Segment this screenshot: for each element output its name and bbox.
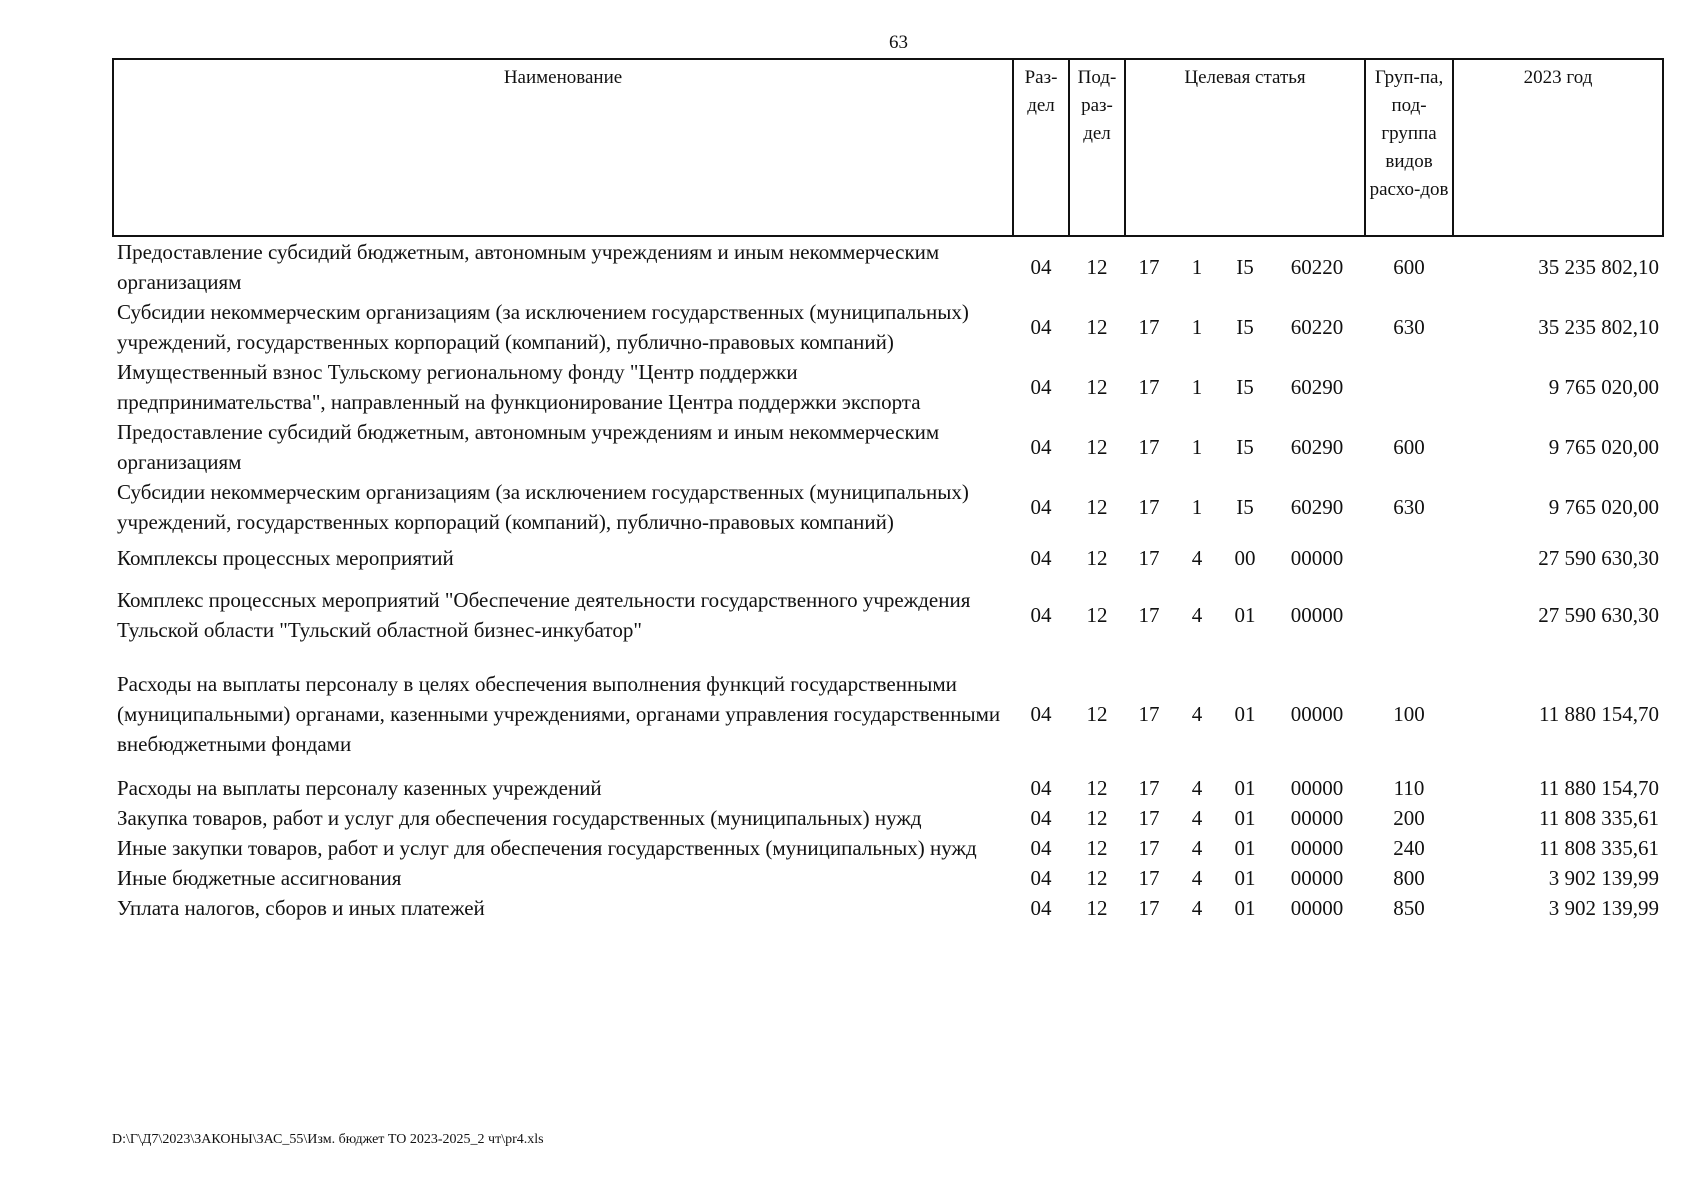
row-razdel: 04	[1030, 495, 1052, 519]
row-target-1: 17	[1138, 255, 1160, 279]
row-target-1: 17	[1138, 866, 1160, 890]
row-target-2: 4	[1191, 776, 1203, 800]
table-row	[113, 417, 1663, 477]
row-group: 240	[1393, 836, 1425, 860]
row-target-2: 4	[1191, 546, 1203, 570]
row-target-2: 1	[1191, 435, 1203, 459]
row-target-3: 00	[1234, 546, 1256, 570]
row-podrazdel: 12	[1086, 546, 1108, 570]
row-group: 200	[1393, 806, 1425, 830]
row-amount: 27 590 630,30	[1538, 603, 1660, 627]
row-group: 630	[1393, 495, 1425, 519]
row-target-4: 00000	[1290, 776, 1344, 800]
row-target-3: 01	[1234, 603, 1256, 627]
row-target-1: 17	[1138, 546, 1160, 570]
row-target-1: 17	[1138, 702, 1160, 726]
row-group	[1365, 579, 1453, 651]
row-target-4: 60220	[1290, 255, 1344, 279]
row-target-3: I5	[1236, 495, 1254, 519]
budget-table	[112, 58, 1664, 923]
row-razdel: 04	[1030, 435, 1052, 459]
table-row	[113, 773, 1663, 803]
row-target-2: 4	[1191, 866, 1203, 890]
row-name: Иные бюджетные ассигнования	[117, 866, 402, 890]
row-target-2: 1	[1191, 375, 1203, 399]
row-name: Комплекс процессных мероприятий "Обеспечение деятельности государственного учреждения Тульской области "Тульский областной бизнес-инкубатор"	[117, 588, 971, 642]
table-row	[113, 236, 1663, 297]
row-target-3: 01	[1234, 806, 1256, 830]
row-name: Имущественный взнос Тульскому региональному фонду "Центр поддержки предпринимательства", направленный на функционирование Центра поддержки экспорта	[117, 360, 921, 414]
row-podrazdel: 12	[1086, 806, 1108, 830]
row-razdel: 04	[1030, 315, 1052, 339]
row-group: 850	[1393, 896, 1425, 920]
table-row	[113, 477, 1663, 537]
row-razdel: 04	[1030, 375, 1052, 399]
table-row	[113, 651, 1663, 773]
row-name: Расходы на выплаты персоналу казенных учреждений	[117, 776, 602, 800]
row-target-2: 4	[1191, 603, 1203, 627]
row-podrazdel: 12	[1086, 315, 1108, 339]
row-target-3: 01	[1234, 836, 1256, 860]
row-amount: 9 765 020,00	[1548, 495, 1660, 519]
row-target-4: 00000	[1290, 896, 1344, 920]
row-target-3: I5	[1236, 315, 1254, 339]
row-target-4: 00000	[1290, 546, 1344, 570]
row-razdel: 04	[1030, 603, 1052, 627]
row-podrazdel: 12	[1086, 495, 1108, 519]
row-amount: 9 765 020,00	[1548, 375, 1660, 399]
row-target-3: I5	[1236, 375, 1254, 399]
row-target-1: 17	[1138, 836, 1160, 860]
row-target-2: 1	[1191, 255, 1203, 279]
row-target-2: 4	[1191, 896, 1203, 920]
row-target-2: 1	[1191, 315, 1203, 339]
row-target-4: 60290	[1290, 375, 1344, 399]
row-podrazdel: 12	[1086, 702, 1108, 726]
row-podrazdel: 12	[1086, 836, 1108, 860]
row-podrazdel: 12	[1086, 896, 1108, 920]
file-path-footer: D:\Г\Д7\2023\ЗАКОНЫ\ЗАС_55\Изм. бюджет ТО 2023-2025_2 чт\pr4.xls	[112, 1132, 544, 1147]
row-group: 800	[1393, 866, 1425, 890]
row-target-4: 00000	[1290, 806, 1344, 830]
row-target-2: 1	[1191, 495, 1203, 519]
row-podrazdel: 12	[1086, 776, 1108, 800]
row-razdel: 04	[1030, 896, 1052, 920]
row-target-1: 17	[1138, 495, 1160, 519]
table-row	[113, 537, 1663, 579]
row-group	[1365, 357, 1453, 417]
row-razdel: 04	[1030, 806, 1052, 830]
row-target-2: 4	[1191, 836, 1203, 860]
row-name: Закупка товаров, работ и услуг для обеспечения государственных (муниципальных) нужд	[117, 806, 922, 830]
row-amount: 11 880 154,70	[1539, 776, 1660, 800]
row-group: 600	[1393, 435, 1425, 459]
table-header-row	[113, 59, 1663, 236]
page-number: 63	[889, 32, 908, 53]
row-amount: 3 902 139,99	[1548, 896, 1660, 920]
row-target-2: 4	[1191, 702, 1203, 726]
row-amount: 11 808 335,61	[1539, 806, 1660, 830]
row-target-1: 17	[1138, 603, 1160, 627]
row-podrazdel: 12	[1086, 435, 1108, 459]
row-podrazdel: 12	[1086, 866, 1108, 890]
row-target-4: 60290	[1290, 495, 1344, 519]
row-razdel: 04	[1030, 836, 1052, 860]
row-target-1: 17	[1138, 776, 1160, 800]
row-podrazdel: 12	[1086, 375, 1108, 399]
row-amount: 11 808 335,61	[1539, 836, 1660, 860]
row-target-3: I5	[1236, 255, 1254, 279]
row-amount: 9 765 020,00	[1548, 435, 1660, 459]
row-amount: 35 235 802,10	[1538, 315, 1660, 339]
row-target-1: 17	[1138, 896, 1160, 920]
row-razdel: 04	[1030, 546, 1052, 570]
row-amount: 11 880 154,70	[1539, 702, 1660, 726]
row-target-4: 00000	[1290, 603, 1344, 627]
table-row	[113, 833, 1663, 863]
row-target-3: 01	[1234, 702, 1256, 726]
row-name: Уплата налогов, сборов и иных платежей	[117, 896, 485, 920]
table-row	[113, 863, 1663, 893]
row-name: Расходы на выплаты персоналу в целях обеспечения выполнения функций государственными (муниципальными) органами, казенными учреждениями, органами управления государственными внебюджетными фондами	[117, 672, 1001, 756]
row-target-3: 01	[1234, 866, 1256, 890]
row-target-4: 00000	[1290, 702, 1344, 726]
row-razdel: 04	[1030, 866, 1052, 890]
row-target-1: 17	[1138, 375, 1160, 399]
row-target-1: 17	[1138, 435, 1160, 459]
row-target-1: 17	[1138, 806, 1160, 830]
row-podrazdel: 12	[1086, 603, 1108, 627]
table-row	[113, 297, 1663, 357]
row-razdel: 04	[1030, 255, 1052, 279]
header-podrazdel: Под-раз-дел	[1069, 59, 1125, 236]
row-target-4: 60220	[1290, 315, 1344, 339]
header-expense-group: Груп-па, под-группа видов расхо-дов	[1365, 59, 1453, 236]
table-row	[113, 579, 1663, 651]
row-target-3: 01	[1234, 896, 1256, 920]
row-amount: 27 590 630,30	[1538, 546, 1660, 570]
row-group: 100	[1393, 702, 1425, 726]
row-razdel: 04	[1030, 776, 1052, 800]
row-target-4: 60290	[1290, 435, 1344, 459]
header-year-2023: 2023 год	[1453, 59, 1663, 236]
table-row	[113, 357, 1663, 417]
table-row	[113, 893, 1663, 923]
table-row	[113, 803, 1663, 833]
row-group: 600	[1393, 255, 1425, 279]
row-group: 110	[1393, 776, 1425, 800]
row-name: Предоставление субсидий бюджетным, автономным учреждениям и иным некоммерческим организациям	[117, 240, 940, 294]
row-target-4: 00000	[1290, 836, 1344, 860]
header-target-article: Целевая статья	[1125, 59, 1365, 236]
row-name: Субсидии некоммерческим организациям (за исключением государственных (муниципальных) учреждений, государственных корпораций (компаний), публично-правовых компаний)	[117, 480, 969, 534]
row-name: Предоставление субсидий бюджетным, автономным учреждениям и иным некоммерческим организациям	[117, 420, 940, 474]
row-target-3: 01	[1234, 776, 1256, 800]
row-target-2: 4	[1191, 806, 1203, 830]
row-group: 630	[1393, 315, 1425, 339]
header-razdel: Раз-дел	[1013, 59, 1069, 236]
row-name: Комплексы процессных мероприятий	[117, 546, 454, 570]
row-amount: 3 902 139,99	[1548, 866, 1660, 890]
row-target-4: 00000	[1290, 866, 1344, 890]
row-amount: 35 235 802,10	[1538, 255, 1660, 279]
row-group	[1365, 537, 1453, 579]
header-name: Наименование	[113, 59, 1013, 236]
row-target-1: 17	[1138, 315, 1160, 339]
row-name: Иные закупки товаров, работ и услуг для обеспечения государственных (муниципальных) нужд	[117, 836, 977, 860]
row-name: Субсидии некоммерческим организациям (за исключением государственных (муниципальных) учреждений, государственных корпораций (компаний), публично-правовых компаний)	[117, 300, 969, 354]
row-razdel: 04	[1030, 702, 1052, 726]
row-target-3: I5	[1236, 435, 1254, 459]
row-podrazdel: 12	[1086, 255, 1108, 279]
